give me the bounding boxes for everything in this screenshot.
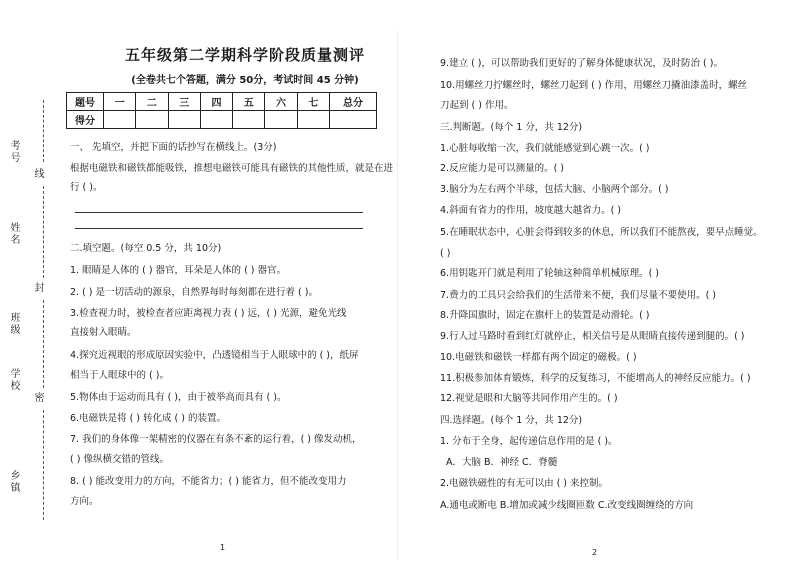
fill-question: 10.用螺丝刀拧螺丝时，螺丝刀起到 ( ) 作用，用螺丝刀撬油漆盖时，螺丝 — [440, 80, 748, 91]
label-mi: 密 — [32, 392, 43, 404]
choice-options: A.通电或断电 B.增加或减少线圈匝数 C.改变线圈缠绕的方向 — [440, 500, 694, 511]
fill-question: 刀起到 ( ) 作用。 — [440, 100, 514, 111]
choice-question: 2.电磁铁磁性的有无可以由 ( ) 来控制。 — [440, 478, 609, 489]
page-title: 五年级第二学期科学阶段质量测评 — [124, 46, 365, 64]
judge-question: 2.反应能力是可以测量的。( ) — [440, 163, 564, 174]
score-cell[interactable] — [104, 111, 136, 129]
score-header-cell: 四 — [200, 93, 232, 111]
score-cell[interactable] — [168, 111, 200, 129]
score-cell[interactable] — [330, 111, 377, 129]
section-4-title: 四.选择题。(每个 1 分，共 12分) — [440, 415, 583, 426]
score-row-label: 得分 — [67, 111, 104, 129]
judge-question: 12.视觉是眼和大脑等共同作用产生的。( ) — [440, 393, 618, 404]
page-number: 2 — [592, 548, 598, 557]
score-header-cell: 题号 — [67, 93, 104, 111]
binding-margin — [0, 0, 60, 579]
section-1-text: 行 ( )。 — [70, 182, 103, 193]
judge-question: 4.斜面有省力的作用，坡度越大越省力。( ) — [440, 205, 621, 216]
fill-question: 4.探究近视眼的形成原因实验中，凸透镜相当于人眼球中的 ( )，纸屏 — [70, 350, 359, 361]
fill-question: 9.建立 ( )，可以帮助我们更好的了解身体健康状况，及时防治 ( )。 — [440, 58, 723, 69]
score-header-cell: 六 — [265, 93, 297, 111]
score-table-score-row — [67, 111, 377, 129]
score-cell[interactable] — [200, 111, 232, 129]
fill-question: 2. ( ) 是一切活动的源泉，自然界每时每刻都在进行着 ( )。 — [70, 287, 318, 298]
label-feng: 封 — [32, 282, 43, 294]
score-table-header-row — [67, 93, 377, 111]
judge-question: 8.升降国旗时，固定在旗杆上的装置是动滑轮。( ) — [440, 310, 650, 321]
section-1-title: 一、 先填空，并把下面的话抄写在横线上。(3分) — [70, 142, 277, 153]
label-xuexiao: 学校 — [8, 368, 19, 392]
score-header-cell: 二 — [136, 93, 168, 111]
judge-question: 1.心脏每收缩一次，我们就能感觉到心跳一次。( ) — [440, 143, 650, 154]
label-xian: 线 — [32, 168, 43, 180]
judge-question: 5.在睡眠状态中，心脏会得到较多的休息，所以我们不能熬夜，要早点睡觉。 — [440, 227, 763, 238]
judge-question: ( ) — [440, 248, 451, 259]
label-banji: 班级 — [8, 312, 19, 336]
judge-question: 6.用钥匙开门就是利用了轮轴这种简单机械原理。( ) — [440, 268, 659, 279]
label-xingming: 姓名 — [8, 222, 19, 246]
score-header-cell: 一 — [104, 93, 136, 111]
section-3-title: 三.判断题。(每个 1 分，共 12分) — [440, 122, 583, 133]
label-kaohao: 考号 — [8, 140, 19, 164]
page-subtitle: (全卷共七个答题，满分 50分，考试时间 45 分钟) — [131, 75, 359, 86]
fill-question: ( ) 像纵横交错的管线。 — [70, 454, 169, 465]
cut-line — [43, 100, 44, 162]
fill-question: 6.电磁铁是将 ( ) 转化成 ( ) 的装置。 — [70, 413, 227, 424]
fill-question: 8. ( ) 能改变用力的方向，不能省力；( ) 能省力，但不能改变用力 — [70, 476, 347, 487]
score-header-cell: 三 — [168, 93, 200, 111]
score-cell[interactable] — [297, 111, 329, 129]
fill-question: 3.检查视力时，被检查者应距离视力表 ( ) 远，( ) 光源，避免光线 — [70, 308, 347, 319]
score-cell[interactable] — [136, 111, 168, 129]
choice-options: A．大脑 B．神经 C．脊髓 — [446, 457, 558, 468]
score-table — [66, 92, 377, 129]
answer-line[interactable] — [75, 212, 363, 213]
column-divider — [397, 30, 398, 560]
judge-question: 3.脑分为左右两个半球，包括大脑、小脑两个部分。( ) — [440, 184, 669, 195]
cut-line — [43, 186, 44, 278]
fill-question: 1. 眼睛是人体的 ( ) 器官，耳朵是人体的 ( ) 器官。 — [70, 265, 287, 276]
section-2-title: 二.填空题。(每空 0.5 分，共 10分) — [70, 243, 222, 254]
fill-question: 方向。 — [70, 496, 99, 507]
judge-question: 7.费力的工具只会给我们的生活带来不便，我们尽量不要使用。( ) — [440, 290, 716, 301]
answer-line[interactable] — [75, 228, 363, 229]
fill-question: 7. 我们的身体像一架精密的仪器在有条不紊的运行着，( ) 像发动机， — [70, 434, 362, 445]
judge-question: 10.电磁铁和磁铁一样都有两个固定的磁极。( ) — [440, 352, 637, 363]
fill-question: 5.物体由于运动而具有 ( )，由于被举高而具有 ( )。 — [70, 392, 287, 403]
score-header-cell: 七 — [297, 93, 329, 111]
page-number: 1 — [220, 543, 226, 552]
score-cell[interactable] — [233, 111, 265, 129]
choice-question: 1. 分布于全身，起传递信息作用的是 ( )。 — [440, 436, 618, 447]
judge-question: 11.积极参加体育锻炼，科学的反复练习，不能增高人的神经反应能力。( ) — [440, 373, 751, 384]
cut-line — [43, 410, 44, 520]
fill-question: 相当于人眼球中的 ( )。 — [70, 370, 169, 381]
score-header-cell: 五 — [233, 93, 265, 111]
section-1-text: 根据电磁铁和磁铁都能吸铁，推想电磁铁可能具有磁铁的其他性质，就是在进 — [70, 163, 394, 174]
fill-question: 直接射入眼睛。 — [70, 327, 137, 338]
score-cell[interactable] — [265, 111, 297, 129]
score-header-cell: 总分 — [330, 93, 377, 111]
judge-question: 9.行人过马路时看到红灯就停止，相关信号是从眼睛直接传递到腿的。( ) — [440, 331, 745, 342]
cut-line — [43, 300, 44, 388]
label-xiangzhen: 乡镇 — [8, 470, 19, 494]
